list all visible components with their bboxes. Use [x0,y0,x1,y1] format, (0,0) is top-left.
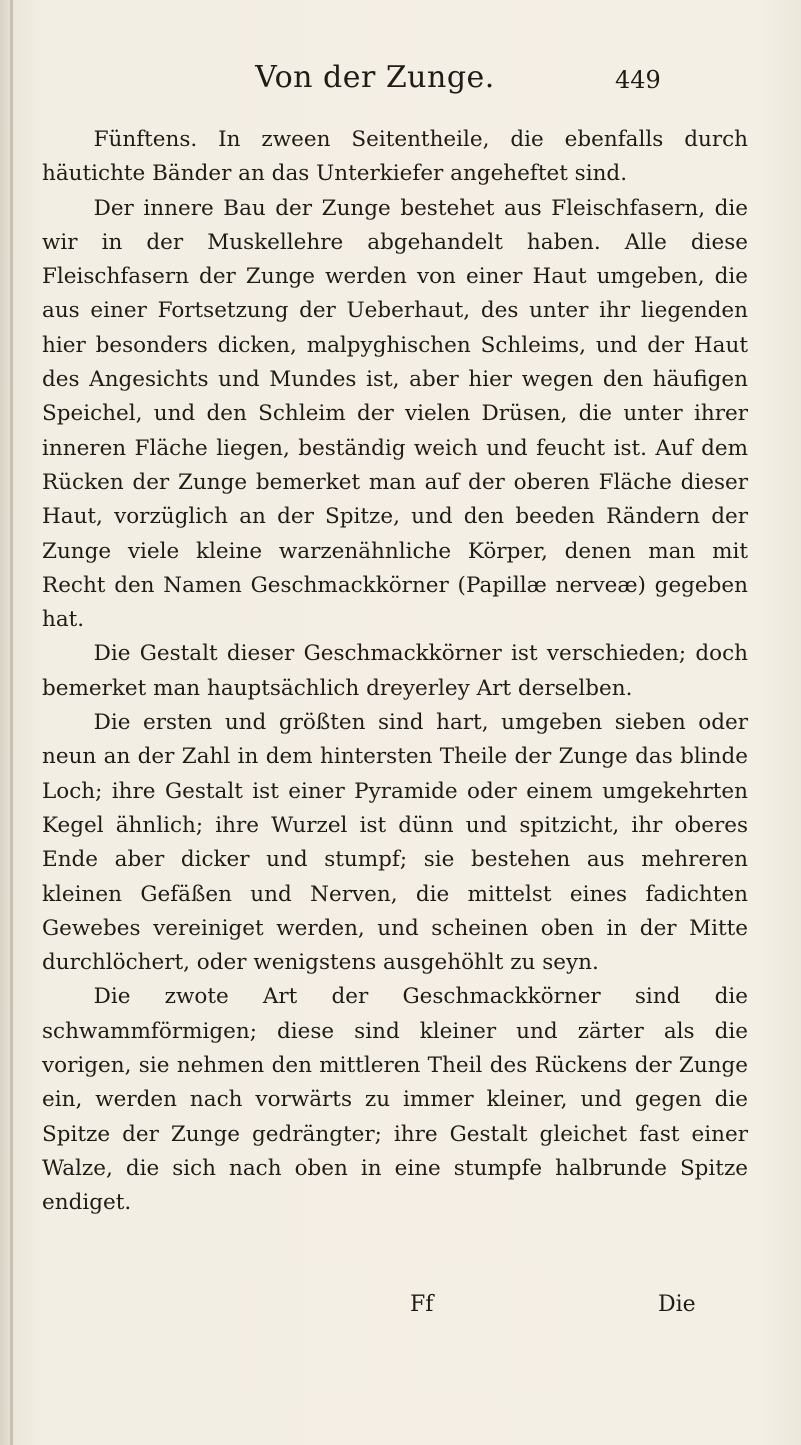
binding-gutter [10,0,13,1445]
page-header [0,60,801,110]
paragraph: Die zwote Art der Geschmackkörner sind die schwammförmigen; diese sind kleiner und zärter als die vorigen, sie nehmen den mittleren Theil des Rückens der Zunge ein, werden nach vorwärts zu immer kleiner, und gegen die Spitze der Zunge gedrängter; ihre Gestalt gleichet fast einer Walze, die sich nach oben in eine stumpfe halbrunde Spitze endiget. [42,984,748,1216]
running-head: Von der Zunge. [255,60,495,95]
paragraph: Die ersten und größten sind hart, umgeben sieben oder neun an der Zahl in dem hintersten Theile der Zunge das blinde Loch; ihre Gestalt ist einer Pyramide oder einem umgekehrten Kegel ähnlich; ihre Wurzel ist dünn und spitzicht, ihr oberes Ende aber dicker und stumpf; sie bestehen aus mehreren kleinen Gefäßen und Nerven, die mittelst eines fadichten Gewebes vereiniget werden, und scheinen oben in der Mitte durchlöchert, oder wenigstens ausgehöhlt zu seyn. [42,710,748,976]
page-number: 449 [615,66,661,94]
paragraph: Der innere Bau der Zunge bestehet aus Fleischfasern, die wir in der Muskellehre abgehandelt haben. Alle diese Fleischfasern der Zunge werden von einer Haut umgeben, die aus einer Fortsetzung der Ueberhaut, des unter ihr liegenden hier besonders dicken, malpyghischen Schleims, und der Haut des Angesichts und Mundes ist, aber hier wegen den häufigen Speichel, und den Schleim der vielen Drüsen, die unter ihrer inneren Fläche liegen, beständig weich und feucht ist. Auf dem Rücken der Zunge bemerket man auf der oberen Fläche dieser Haut, vorzüglich an der Spitze, und den beeden Rändern der Zunge viele kleine warzenähnliche Körper, denen man mit Recht den Namen Geschmackkörner (Papillæ nerveæ) gegeben hat. [42,195,748,633]
catchword: Die [658,1292,696,1317]
paragraph: Fünftens. In zween Seitentheile, die ebenfalls durch häutichte Bänder an das Unterkiefer angeheftet sind. [42,127,748,187]
page-footer [0,1292,801,1332]
body-text [42,123,748,1221]
signature-mark: Ff [410,1292,434,1317]
paragraph: Die Gestalt dieser Geschmackkörner ist verschieden; doch bemerket man hauptsächlich dreyerley Art derselben. [42,641,748,701]
